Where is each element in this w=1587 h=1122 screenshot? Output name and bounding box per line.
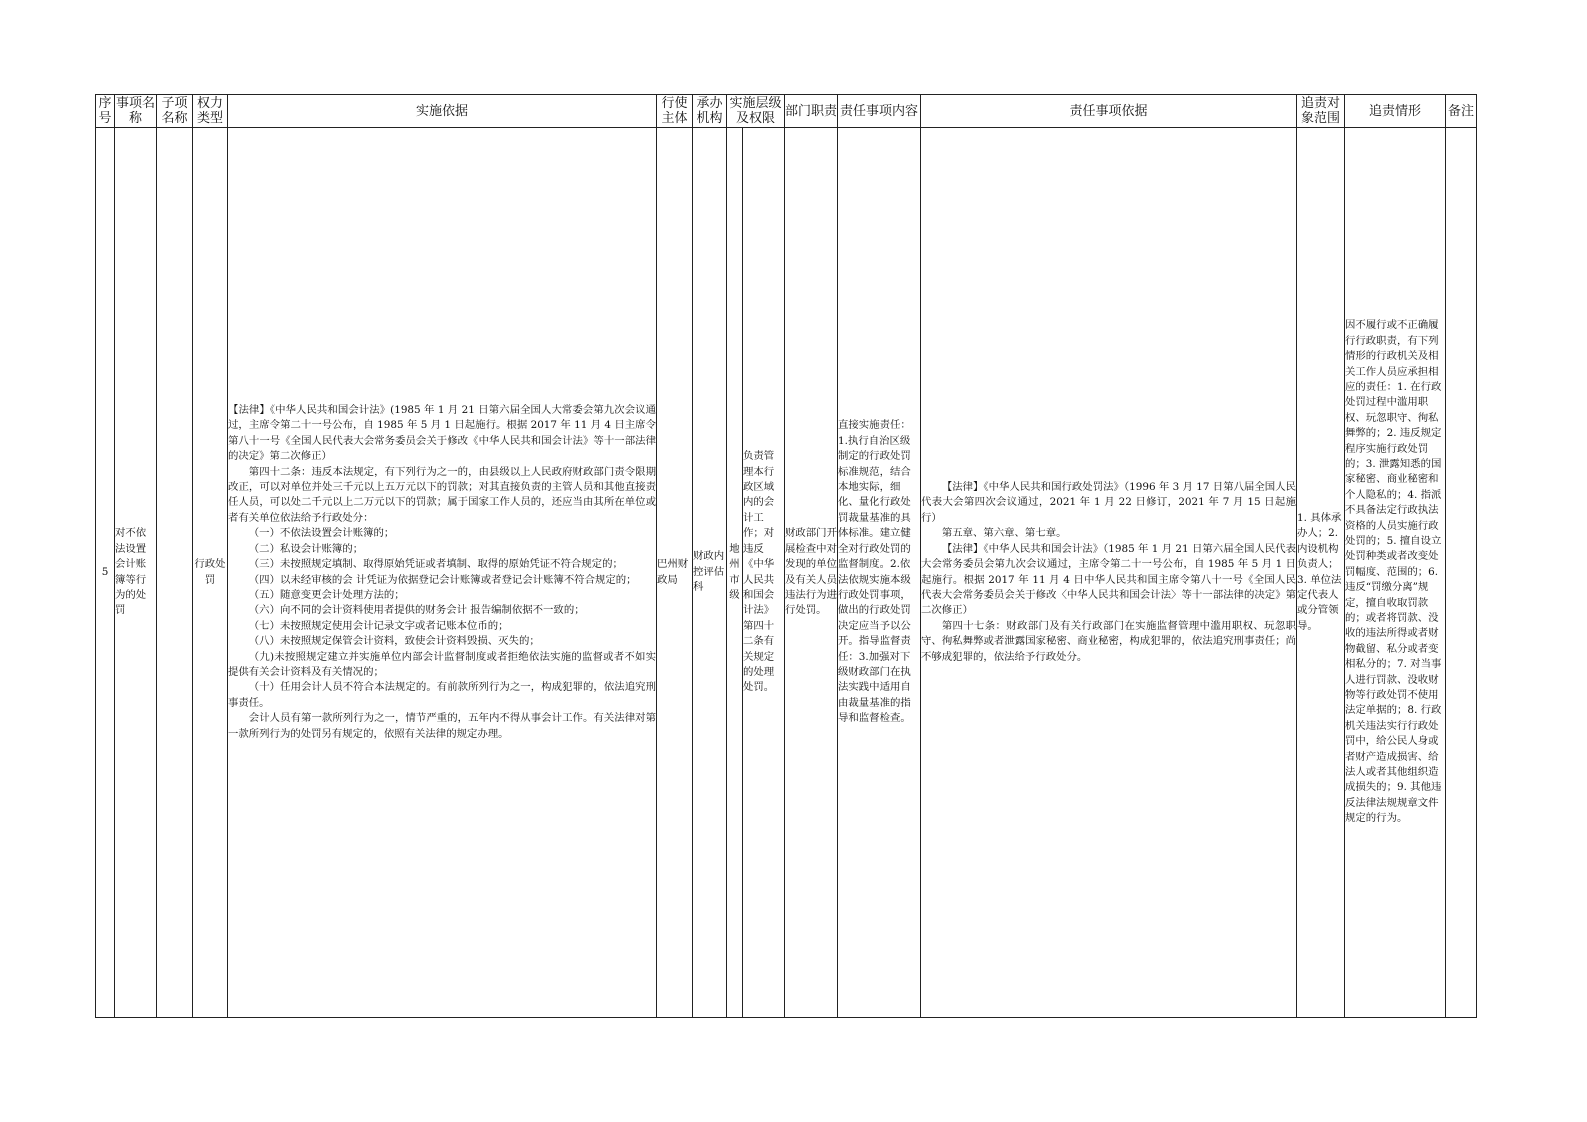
basis-clause-9: （九)未按照规定建立并实施单位内部会计监督制度或者拒绝依法实施的监督或者不如实提供有关会计资料及有关情况的； bbox=[228, 650, 656, 678]
header-remarks: 备注 bbox=[1446, 95, 1477, 128]
header-level: 实施层级及权限 bbox=[727, 95, 785, 128]
cell-resp-content: 直接实施责任：1.执行自治区级制定的行政处罚标准规范，结合本地实际，细化、量化行政处罚裁量基准的具体标准。建立健全对行政处罚的监督制度。2.依法依规实施本级行政处罚事项，做出的行政处罚决定应当予以公开。指导监督责任：3.加强对下级财政部门在执法实践中适用自由裁量基准的指导和监督检查。 bbox=[838, 128, 921, 1018]
cell-subject: 巴州财政局 bbox=[657, 128, 693, 1018]
header-basis: 实施依据 bbox=[228, 95, 657, 128]
header-accountability-scope: 追责对象范围 bbox=[1297, 95, 1345, 128]
cell-remarks bbox=[1446, 128, 1477, 1018]
cell-level-tier: 地州市级 bbox=[727, 128, 743, 1018]
cell-seq: 5 bbox=[96, 128, 115, 1018]
cell-basis bbox=[228, 128, 657, 1018]
cell-duty: 财政部门开展检查中对发现的单位及有关人员违法行为进行处罚。 bbox=[785, 128, 838, 1018]
cell-power-type: 行政处罚 bbox=[193, 128, 228, 1018]
resp-basis-chapters: 第五章、第六章、第七章。 bbox=[941, 527, 1067, 540]
cell-org: 财政内控评估科 bbox=[693, 128, 727, 1018]
cell-item-name: 对不依法设置会计账簿等行为的处罚 bbox=[115, 128, 157, 1018]
authority-list-table bbox=[95, 94, 1477, 1018]
resp-basis-accounting-law: 【法律】《中华人民共和国会计法》（1985 年 1 月 21 日第六届全国人民代表大会常务委员会第九次会议通过，主席令第二十一号公布，自 1985 年 5 月 1 日起施行。根据 2017 年 11 月 4 日中华人民共和国主席令第八十一号《全国人民代表大会常务委员会关于修改〈中华人民共和国会计法〉等十一部法律的决定》第二次修正） bbox=[921, 542, 1297, 617]
cell-accountability-cases: 因不履行或不正确履行行政职责，有下列情形的行政机关及相关工作人员应承担相应的责任：1. 在行政处罚过程中滥用职权、玩忽职守、徇私舞弊的；2. 违反规定程序实施行政处罚的；3. 泄露知悉的国家秘密、商业秘密和个人隐私的；4. 指派不具备法定行政执法资格的人员实施行政处罚的；5. 擅自设立处罚种类或者改变处罚幅度、范围的；6. 违反“罚缴分离”规定，擅自收取罚款的；或者将罚款、没收的违法所得或者财物截留、私分或者变相私分的；7. 对当事人进行罚款、没收财物等行政处罚不使用法定单据的；8. 行政机关违法实行行政处罚中，给公民人身或者财产造成损害、给法人或者其他组织造成损失的；9. 其他违反法律法规规章文件规定的行为。 bbox=[1345, 128, 1446, 1018]
basis-clause-5: （五）随意变更会计处理方法的； bbox=[248, 588, 405, 601]
header-accountability-cases: 追责情形 bbox=[1345, 95, 1446, 128]
basis-clause-10: （十）任用会计人员不符合本法规定的。有前款所列行为之一，构成犯罪的，依法追究刑事责任。 bbox=[228, 681, 656, 709]
header-row bbox=[96, 95, 1477, 128]
resp-basis-article-47: 第四十七条：财政部门及有关行政部门在实施监督管理中滥用职权、玩忽职守、徇私舞弊或者泄露国家秘密、商业秘密，构成犯罪的，依法追究刑事责任；尚不够成犯罪的，依法给予行政处分。 bbox=[921, 619, 1297, 663]
header-resp-basis: 责任事项依据 bbox=[921, 95, 1297, 128]
header-power-type: 权力类型 bbox=[193, 95, 228, 128]
basis-clause-3: （三）未按照规定填制、取得原始凭证或者填制、取得的原始凭证不符合规定的； bbox=[248, 558, 623, 571]
header-org: 承办机构 bbox=[693, 95, 727, 128]
table-row bbox=[96, 128, 1477, 1018]
cell-accountability-scope: 1. 具体承办人；2. 内设机构负责人；3. 单位法定代表人或分管领导。 bbox=[1297, 128, 1345, 1018]
header-duty: 部门职责 bbox=[785, 95, 838, 128]
basis-law-title: 【法律】《中华人民共和国会计法》(1985 年 1 月 21 日第六届全国人大常委会第九次会议通过，主席令第二十一号公布，自 1985 年 5 月 1 日起施行。根据 2017 年 11 月 4 日主席令第八十一号《全国人民代表大会常务委员会关于修改《中华人民共和国会计法》等十一部法律的决定》第二次修正） bbox=[228, 404, 656, 463]
basis-article-42: 第四十二条：违反本法规定，有下列行为之一的，由县级以上人民政府财政部门责令限期改正，可以对单位并处三千元以上五万元以下的罚款；对其直接负责的主管人员和其他直接责 任人员，可以处二千元以上二万元以下的罚款；属于国家工作人员的，还应当由其所在单位或者有关单位依法给予行政处分： bbox=[228, 465, 656, 524]
basis-clause-6: （六）向不同的会计资料使用者提供的财务会计 报告编制依据不一致的； bbox=[248, 604, 585, 617]
header-item-name: 事项名称 bbox=[115, 96, 155, 126]
header-seq: 序号 bbox=[96, 95, 115, 128]
basis-clause-4: （四）以未经审核的会 计凭证为依据登记会计账簿或者登记会计账簿不符合规定的； bbox=[248, 573, 637, 586]
basis-accountant-rule: 会计人员有第一款所列行为之一，情节严重的，五年内不得从事会计工作。有关法律对第一款所列行为的处罚另有规定的，依照有关法律的规定办理。 bbox=[228, 712, 656, 740]
basis-clause-7: （七）未按照规定使用会计记录文字或者记账本位币的； bbox=[248, 619, 509, 632]
cell-resp-basis bbox=[921, 128, 1297, 1018]
header-subject: 行使主体 bbox=[657, 95, 693, 128]
resp-basis-penalty-law: 【法律】《中华人民共和国行政处罚法》（1996 年 3 月 17 日第八届全国人民代表大会第四次会议通过，2021 年 1 月 22 日修订，2021 年 7 月 15 日起施行） bbox=[921, 481, 1297, 524]
basis-clause-1: （一）不依法设置会计账簿的； bbox=[248, 527, 395, 540]
cell-sub-name bbox=[157, 128, 193, 1018]
basis-clause-8: （八）未按照规定保管会计资料，致使会计资料毁损、灭失的； bbox=[248, 635, 540, 648]
cell-level-authority: 负责管理本行政区域内的会计工作；对违反《中华人民共和国会计法》第四十二条有关规定的处理处罚。 bbox=[743, 128, 785, 1018]
basis-clause-2: （二）私设会计账簿的； bbox=[248, 542, 364, 555]
header-resp-content: 责任事项内容 bbox=[838, 95, 921, 128]
header-sub-name: 子项名称 bbox=[157, 95, 193, 128]
